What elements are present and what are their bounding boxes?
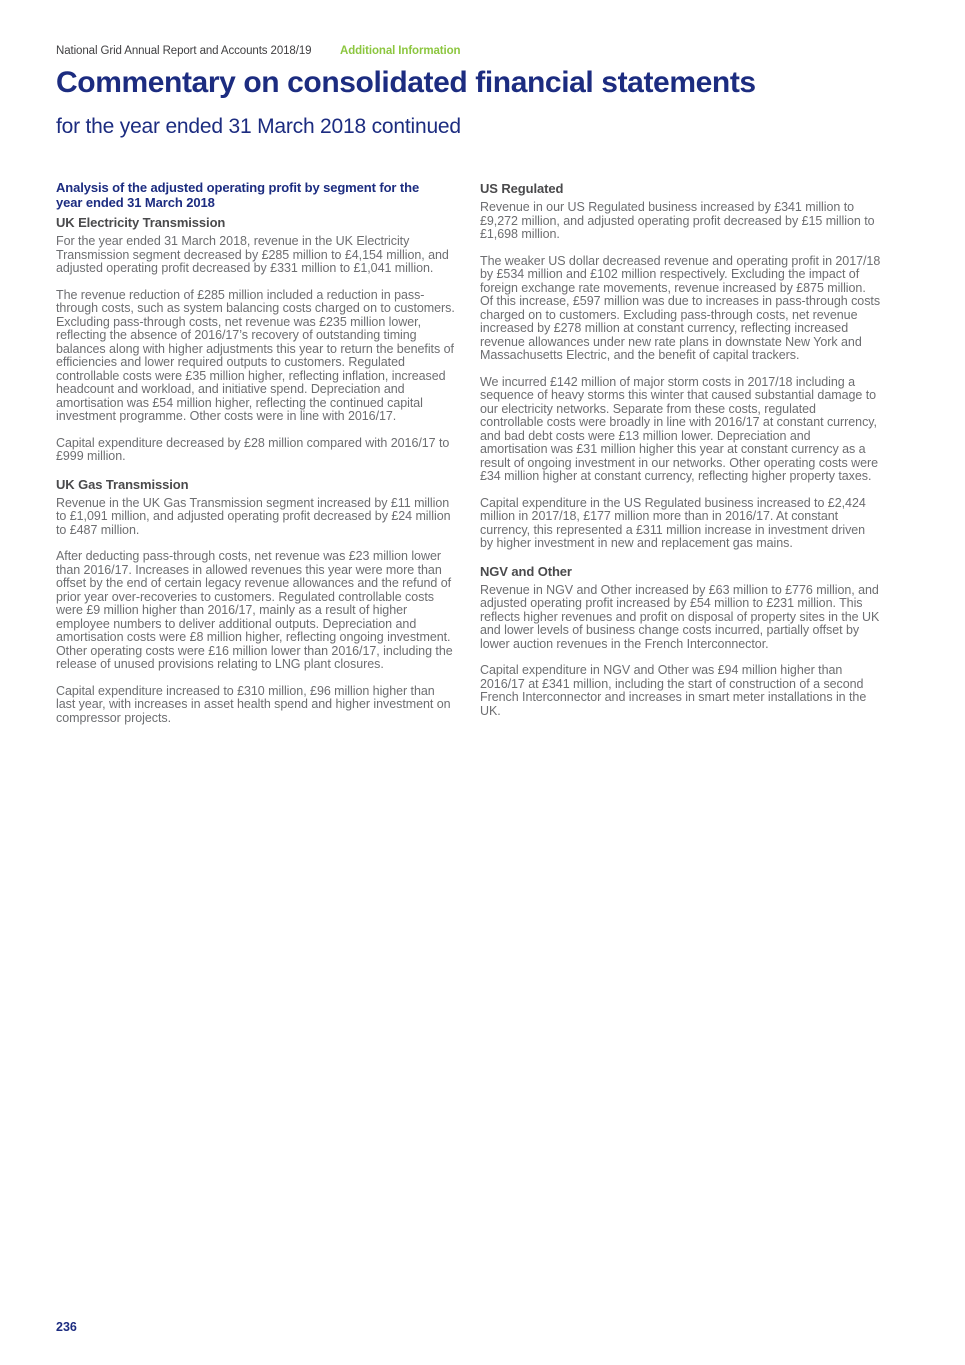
paragraph: The weaker US dollar decreased revenue and operating profit in 2017/18 by £534 million and £102 million respectively. Excluding the impact of foreign exchange rate movements, revenue increased by £875 million. Of this increase, £597 million was due to increases in pass-through costs charged on to customers. Excluding pass-through costs, net revenue increased by £278 million at constant currency, reflecting increased revenue allowances under new rate plans in downstate New York and Massachusetts Electric, and the benefit of capital trackers. (480, 253, 881, 362)
paragraph: Revenue in the UK Gas Transmission segment increased by £11 million to £1,091 million, and adjusted operating profit decreased by £24 million to £487 million. (56, 495, 451, 537)
paragraph: Capital expenditure in NGV and Other was £94 million higher than 2016/17 at £341 million, including the start of construction of a second French Interconnector and increases in smart meter installations in the UK. (480, 663, 867, 718)
page-number: 236 (56, 1320, 77, 1334)
paragraph: Revenue in our US Regulated business increased by £341 million to £9,272 million, and adjusted operating profit decreased by £15 million to £1,698 million. (480, 200, 875, 241)
analysis-section-heading: Analysis of the adjusted operating profit by segment for the year ended 31 March 2018 (56, 180, 420, 210)
section-label: Additional Information (340, 45, 461, 57)
paragraph: Revenue in NGV and Other increased by £63 million to £776 million, and adjusted operating profit increased by £54 million to £231 million. This reflects higher revenues and profit on disposal of property sites in the UK and lower levels of business change costs incurred, partially offset by lower auction revenues in the French Interconnector. (480, 582, 880, 651)
page-title: Commentary on consolidated financial statements (56, 66, 756, 99)
paragraph: Capital expenditure increased to £310 million, £96 million higher than last year, with increases in asset health spend and higher investment on compressor projects. (56, 683, 451, 725)
right-column (480, 181, 881, 738)
paragraph: Capital expenditure in the US Regulated business increased to £2,424 million in 2017/18, £177 million more than in 2016/17. At constant currency, this represented a £311 million increase in investment driven by higher investment in new and replacement gas mains. (480, 495, 866, 550)
heading-us-regulated: US Regulated (480, 181, 564, 196)
heading-uk-gas-transmission: UK Gas Transmission (56, 476, 189, 492)
two-column-body (56, 181, 881, 738)
paragraph: After deducting pass-through costs, net revenue was £23 million lower than 2016/17. Increases in allowed revenues this year were more than offset by the end of certain legacy revenue allowances and the refund of prior year over-recoveries to customers. Regulated controllable costs were £9 million higher than 2016/17, mainly as a result of higher employee numbers to deliver additional outputs. Depreciation and amortisation costs were £8 million higher, reflecting ongoing investment. Other operating costs were £16 million lower than 2016/17, including the release of unused provisions relating to LNG plant closures. (56, 549, 453, 671)
left-column (56, 181, 457, 738)
heading-ngv-and-other: NGV and Other (480, 563, 572, 579)
heading-uk-electricity-transmission: UK Electricity Transmission (56, 215, 226, 230)
page-subtitle: for the year ended 31 March 2018 continued (56, 115, 461, 138)
paragraph: Capital expenditure decreased by £28 million compared with 2016/17 to £999 million. (56, 435, 450, 463)
report-title: National Grid Annual Report and Accounts 2018/19 (56, 45, 312, 57)
paragraph: For the year ended 31 March 2018, revenue in the UK Electricity Transmission segment decreased by £285 million to £4,154 million, and adjusted operating profit decreased by £331 million to £1,041 million. (56, 234, 449, 275)
paragraph: We incurred £142 million of major storm costs in 2017/18 including a sequence of heavy storms this winter that caused substantial damage to our electricity networks. Separate from these costs, regulated controllable costs were broadly in line with 2016/17 at constant currency, and bad debt costs were £13 million lower. Depreciation and amortisation was £31 million higher this year at constant currency as a result of ongoing investment in our networks. Other operating costs were £34 million higher at constant currency, reflecting higher property taxes. (480, 374, 878, 483)
paragraph: The revenue reduction of £285 million included a reduction in pass-through costs, such as system balancing costs charged on to customers. Excluding pass-through costs, net revenue was £235 million lower, reflecting the absence of 2016/17’s recovery of outstanding timing balances along with higher adjustments this year to return the benefits of efficiencies and lower required outputs to customers. Regulated controllable costs were £35 million higher, reflecting inflation, increased headcount and workload, and initiative spend. Depreciation and amortisation was £54 million higher, reflecting the continued capital investment programme. Other costs were in line with 2016/17. (56, 287, 455, 423)
